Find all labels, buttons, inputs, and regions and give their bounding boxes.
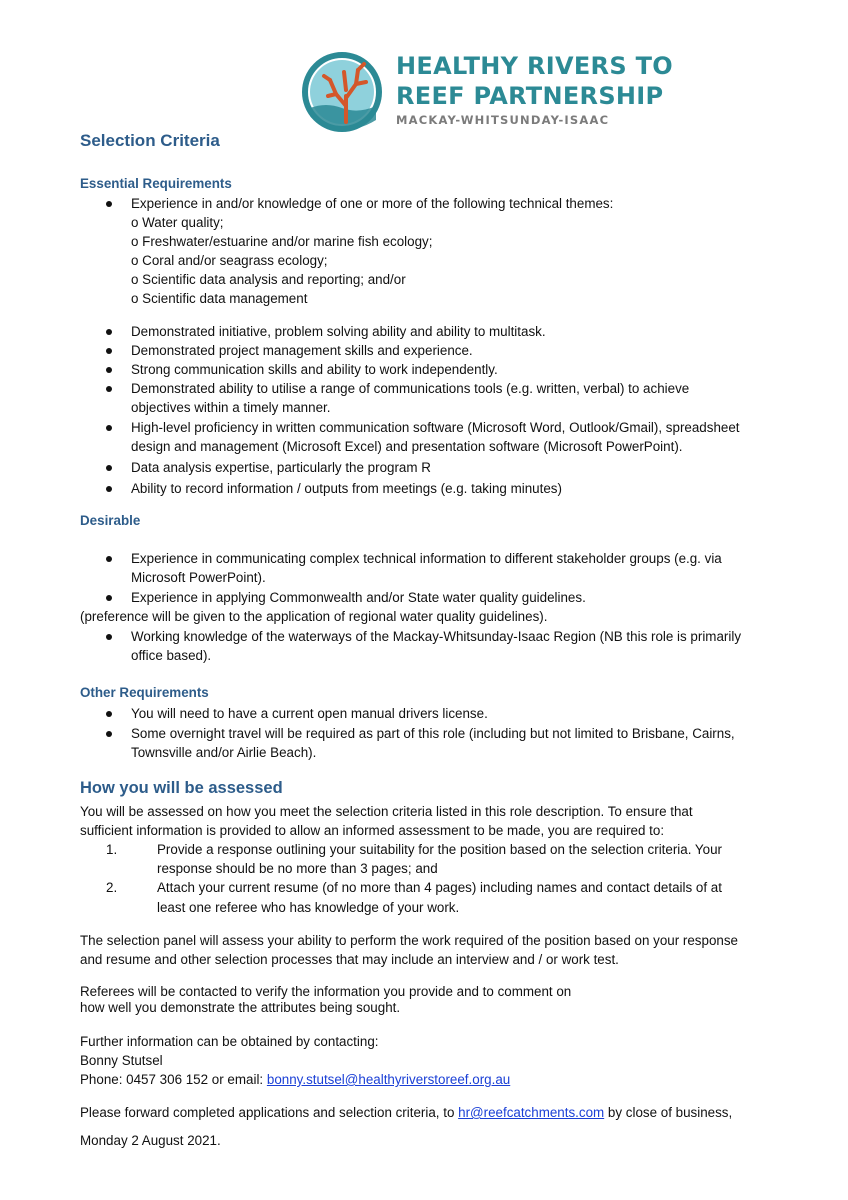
desirable-item: Experience in communicating complex technical information to different stakeholder groups (e.g. via — [131, 551, 722, 566]
desirable-item-cont: office based). — [131, 648, 212, 663]
contact-intro: Further information can be obtained by contacting: — [80, 1034, 379, 1049]
step-number: 1. — [106, 842, 118, 857]
essential-requirements-heading: Essential Requirements — [80, 176, 232, 191]
referees-paragraph-cont: how well you demonstrate the attributes being sought. — [80, 1000, 401, 1015]
step-text-cont: least one referee who has knowledge of your work. — [157, 900, 460, 915]
contact-phone-line — [80, 1070, 510, 1089]
desirable-heading: Desirable — [80, 513, 141, 528]
closing-suffix: by close of business, — [604, 1105, 733, 1120]
essential-item: Demonstrated ability to utilise a range of communications tools (e.g. written, verbal) to achieve — [131, 381, 690, 396]
bullet — [106, 386, 112, 392]
essential-item: High-level proficiency in written communication software (Microsoft Word, Outlook/Gmail), spreadsheet — [131, 420, 740, 435]
bullet — [106, 367, 112, 373]
bullet — [106, 465, 112, 471]
bullet — [106, 329, 112, 335]
bullet — [106, 634, 112, 640]
essential-item: Data analysis expertise, particularly the program R — [131, 460, 431, 475]
desirable-item: Experience in applying Commonwealth and/or State water quality guidelines. — [131, 590, 586, 605]
referees-paragraph: Referees will be contacted to verify the information you provide and to comment on — [80, 984, 572, 999]
theme-item: o Freshwater/estuarine and/or marine fish ecology; — [131, 234, 433, 249]
contact-phone: Phone: 0457 306 152 or email: — [80, 1072, 267, 1087]
other-item-cont: Townsville and/or Airlie Beach). — [131, 745, 317, 760]
essential-item: Ability to record information / outputs from meetings (e.g. taking minutes) — [131, 481, 562, 496]
bullet — [106, 731, 112, 737]
logo-line-3: MACKAY-WHITSUNDAY-ISAAC — [396, 113, 610, 127]
essential-intro: Experience in and/or knowledge of one or more of the following technical themes: — [131, 196, 614, 211]
bullet — [106, 425, 112, 431]
logo-line-1: HEALTHY RIVERS TO — [396, 52, 673, 80]
other-item: You will need to have a current open manual drivers license. — [131, 706, 488, 721]
assessment-intro-cont: sufficient information is provided to allow an informed assessment to be made, you are required to: — [80, 823, 665, 838]
essential-item: Demonstrated initiative, problem solving ability and ability to multitask. — [131, 324, 546, 339]
essential-item: Strong communication skills and ability to work independently. — [131, 362, 498, 377]
closing-date: Monday 2 August 2021. — [80, 1133, 221, 1148]
closing-line — [80, 1103, 732, 1122]
essential-item-cont: objectives within a timely manner. — [131, 400, 331, 415]
bullet — [106, 595, 112, 601]
step-text: Attach your current resume (of no more than 4 pages) including names and contact details of at — [157, 880, 722, 895]
bullet — [106, 486, 112, 492]
theme-item: o Water quality; — [131, 215, 224, 230]
desirable-item-cont: Microsoft PowerPoint). — [131, 570, 266, 585]
theme-item: o Scientific data management — [131, 291, 308, 306]
contact-email-link[interactable]: bonny.stutsel@healthyriverstoreef.org.au — [266, 1072, 511, 1087]
closing-prefix: Please forward completed applications and selection criteria, to — [80, 1105, 459, 1120]
bullet — [106, 556, 112, 562]
desirable-item: Working knowledge of the waterways of the Mackay-Whitsunday-Isaac Region (NB this role is primarily — [131, 629, 742, 644]
contact-name: Bonny Stutsel — [80, 1053, 163, 1068]
partnership-logo — [300, 50, 673, 134]
other-requirements-heading: Other Requirements — [80, 685, 209, 700]
bullet — [106, 201, 112, 207]
bullet — [106, 711, 112, 717]
assessment-intro: You will be assessed on how you meet the selection criteria listed in this role description. To ensure that — [80, 804, 693, 819]
panel-paragraph-cont: and resume and other selection processes that may include an interview and / or work test. — [80, 952, 619, 967]
step-text: Provide a response outlining your suitability for the position based on the selection criteria. Your — [157, 842, 722, 857]
panel-paragraph: The selection panel will assess your ability to perform the work required of the position based on your response — [80, 933, 738, 948]
essential-item: Demonstrated project management skills and experience. — [131, 343, 473, 358]
theme-item: o Scientific data analysis and reporting; and/or — [131, 272, 406, 287]
essential-item-cont: design and management (Microsoft Excel) and presentation software (Microsoft PowerPoint). — [131, 439, 683, 454]
desirable-note: (preference will be given to the application of regional water quality guidelines). — [80, 609, 548, 624]
step-number: 2. — [106, 880, 118, 895]
hr-email-link[interactable]: hr@reefcatchments.com — [458, 1105, 605, 1120]
other-item: Some overnight travel will be required as part of this role (including but not limited to Brisbane, Cairns, — [131, 726, 735, 741]
step-text-cont: response should be no more than 3 pages; and — [157, 861, 438, 876]
theme-item: o Coral and/or seagrass ecology; — [131, 253, 328, 268]
bullet — [106, 348, 112, 354]
logo-line-2: REEF PARTNERSHIP — [396, 82, 664, 110]
selection-criteria-title: Selection Criteria — [80, 131, 220, 150]
assessment-title: How you will be assessed — [80, 779, 283, 797]
reef-emblem-icon — [300, 50, 384, 134]
